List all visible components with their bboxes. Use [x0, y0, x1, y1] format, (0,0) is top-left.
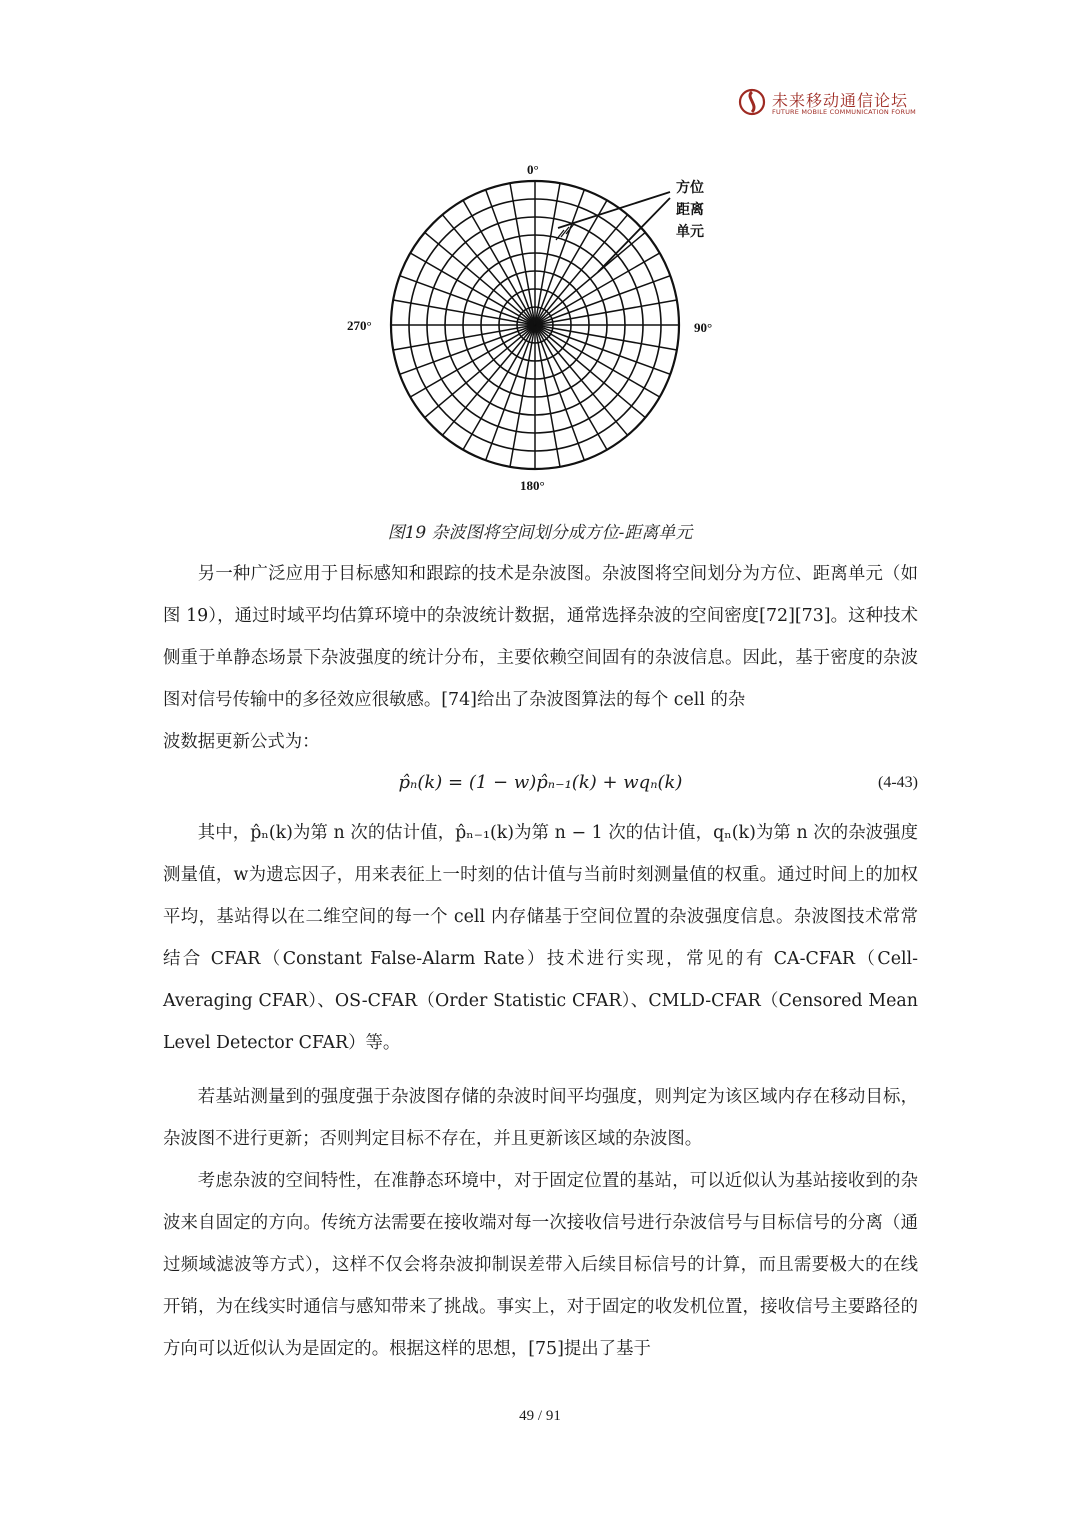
polar-grid-figure — [330, 150, 750, 500]
logo-en-text: FUTURE MOBILE COMMUNICATION FORUM — [772, 108, 916, 116]
cell-annotation: 方位距离单元 — [676, 180, 704, 240]
paragraph-1-continuation: 波数据更新公式为： — [163, 732, 320, 752]
equation-4-43 — [163, 768, 918, 804]
annotation-pointer — [558, 192, 670, 228]
equation-number: (4-43) — [878, 774, 918, 791]
header-logo — [738, 88, 916, 118]
label-90-degree: 90° — [694, 320, 713, 335]
paragraph-4 — [163, 1160, 918, 1370]
label-0-degree: 0° — [527, 162, 539, 177]
equation-body: p̂ₙ(k) = (1 − w)p̂ₙ₋₁(k) + wqₙ(k) — [398, 772, 683, 793]
annotation-pointer — [598, 198, 670, 272]
paragraph-2-text: 其中，p̂ₙ(k)为第 n 次的估计值，p̂ₙ₋₁(k)为第 n − 1 次的估计值，qₙ(k)为第 n 次的杂波强度测量值，w为遗忘因子，用来表征上一时刻的估计值与当前时刻测量值的权重。通过时间上的加权平均，基站得以在二维空间的每一个 cell 内存储基于空间位置的杂波强度信息。杂波图技术常常结合 CFAR（Constant False-Alarm Rate）技术进行实现，常见的有 CA-CFAR（Cell-Averaging CFAR）、OS-CFAR（Order Statistic CFAR）、CMLD-CFAR（Censored Mean Level Detector CFAR）等。 — [163, 823, 918, 1053]
forum-logo-icon — [738, 88, 766, 116]
paragraph-4-text: 考虑杂波的空间特性，在准静态环境中，对于固定位置的基站，可以近似认为基站接收到的杂波来自固定的方向。传统方法需要在接收端对每一次接收信号进行杂波信号与目标信号的分离（通过频域滤波等方式），这样不仅会将杂波抑制误差带入后续目标信号的计算，而且需要极大的在线开销，为在线实时通信与感知带来了挑战。事实上，对于固定的收发机位置，接收信号主要路径的方向可以近似认为是固定的。根据这样的思想，[75]提出了基于 — [163, 1171, 918, 1359]
paragraph-3-text: 若基站测量到的强度强于杂波图存储的杂波时间平均强度，则判定为该区域内存在移动目标，杂波图不进行更新；否则判定目标不存在，并且更新该区域的杂波图。 — [163, 1087, 918, 1149]
paragraph-1 — [163, 553, 918, 763]
figure-caption: 图19 杂波图将空间划分成方位-距离单元 — [387, 523, 693, 543]
paragraph-1-text: 另一种广泛应用于目标感知和跟踪的技术是杂波图。杂波图将空间划分为方位、距离单元（如图 19），通过时域平均估算环境中的杂波统计数据，通常选择杂波的空间密度[72][73]。这种技术侧重于单静态场景下杂波强度的统计分布，主要依赖空间固有的杂波信息。因此，基于密度的杂波图对信号传输中的多径效应很敏感。[74]给出了杂波图算法的每个 cell 的杂 — [163, 564, 918, 710]
page-number: 49 / 91 — [519, 1408, 561, 1424]
label-180-degree: 180° — [520, 478, 545, 493]
paragraph-2 — [163, 812, 918, 1064]
paragraph-3 — [163, 1076, 918, 1160]
logo-cn-text: 未来移动通信论坛 — [772, 91, 909, 110]
label-270-degree: 270° — [347, 318, 372, 333]
